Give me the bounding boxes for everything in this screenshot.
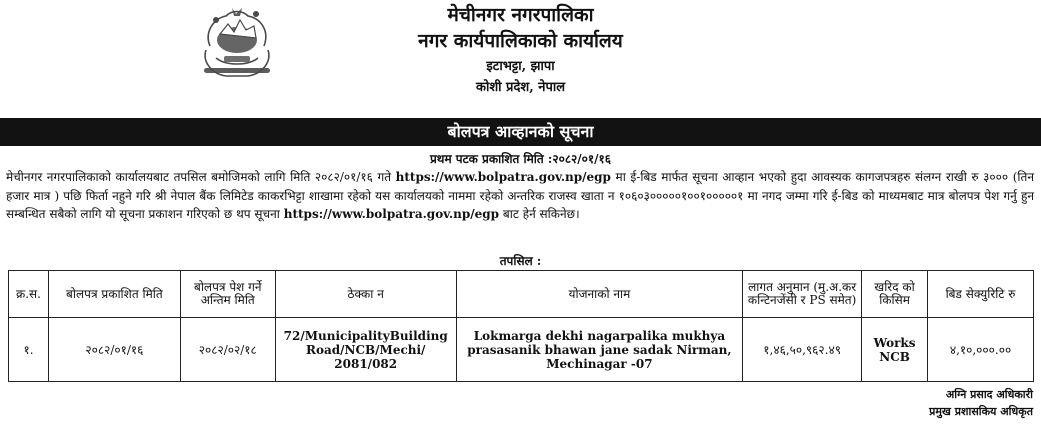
- cell-contract-no: 72/MunicipalityBuilding Road/NCB/Mechi/ 2081/082: [275, 318, 456, 382]
- signature-block: [929, 386, 1033, 420]
- signatory-title: प्रमुख प्रशासकिय अधिकृत: [929, 405, 1033, 418]
- signatory-name: अग्नि प्रसाद अधिकारी: [945, 388, 1033, 401]
- cell-procurement: Works NCB: [862, 318, 928, 382]
- cell-project: Lokmarga dekhi nagarpalika mukhya prasasanik bhawan jane sadak Nirman, Mechinagar -07: [456, 318, 742, 382]
- bid-table: [8, 270, 1034, 382]
- bolpatra-link-2[interactable]: https://www.bolpatra.gov.np/egp: [283, 207, 500, 221]
- col-header-estimate: लागत अनुमान (मु.अ.कर कन्टिनजेंसी र PS समेत): [743, 271, 862, 318]
- org-name: मेचीनगर नगरपालिका: [447, 4, 594, 26]
- cell-deadline: २०८२/०२/१८: [180, 318, 275, 382]
- col-header-procurement: खरिद को किसिम: [862, 271, 928, 318]
- col-header-sn: क्र.स.: [9, 271, 49, 318]
- bolpatra-link[interactable]: https://www.bolpatra.gov.np/egp: [395, 170, 611, 184]
- table-header-row: [9, 271, 1034, 318]
- cell-published: २०८२/०१/१६: [48, 318, 180, 382]
- col-header-security: बिड सेक्युरिटि रु: [928, 271, 1034, 318]
- col-header-contract-no: ठेक्का न: [275, 271, 456, 318]
- cell-security: ४,१०,०००.००: [928, 318, 1034, 382]
- notice-text-part-2: मा ई-बिड मार्फत सूचना आव्हान भएको हुदा आवस्यक कागजपत्रहरु संलग्न राखी रु ३००० (तिन हजार मात्र ) पछि फिर्ता नहुने गरि श्री नेपाल बैंक लिमिटेड काकरभिट्टा शाखामा रहेको यस कार्यालयको नाममा रहेको अन्तरिक राजस्व खाता न १०६०३०००००१००१०००००१ मा नगद जम्मा गरि ई-बिड को माध्यमबाट मात्र बोलपत्र पेश गर्नु हुन सम्बन्धित सबैको लागि यो सूचना प्रकाशन गरिएको छ थप सूचना: [6, 170, 1034, 221]
- tapasil-heading: तपसिल :: [499, 254, 542, 268]
- office-name: नगर कार्यपालिकाको कार्यालय: [418, 30, 623, 52]
- notice-text-part-3: बाट हेर्न सकिनेछ।: [502, 207, 580, 221]
- notice-paragraph: [6, 168, 1034, 224]
- table-row: [9, 318, 1034, 382]
- publish-date-line: प्रथम पटक प्रकाशित मिति :२०८२/०१/१६: [429, 152, 612, 166]
- notice-header: [0, 0, 1041, 118]
- province-name: कोशी प्रदेश, नेपाल: [475, 80, 566, 95]
- cell-sn: १.: [9, 318, 49, 382]
- col-header-deadline: बोलपत्र पेश गर्ने अन्तिम मिति: [180, 271, 275, 318]
- notice-title-banner: बोलपत्र आव्हानको सूचना: [0, 118, 1041, 146]
- col-header-project: योजनाको नाम: [456, 271, 742, 318]
- col-header-published: बोलपत्र प्रकाशित मिति: [48, 271, 180, 318]
- office-location: इटाभट्टा, झापा: [486, 59, 555, 74]
- cell-estimate: १,४६,५०,९६२.४९: [743, 318, 862, 382]
- notice-text-part-1: मेचीनगर नगरपालिकाको कार्यालयबाट तपसिल बमोजिमको लागि मिति २०८२/०१/१६ गते: [6, 170, 392, 184]
